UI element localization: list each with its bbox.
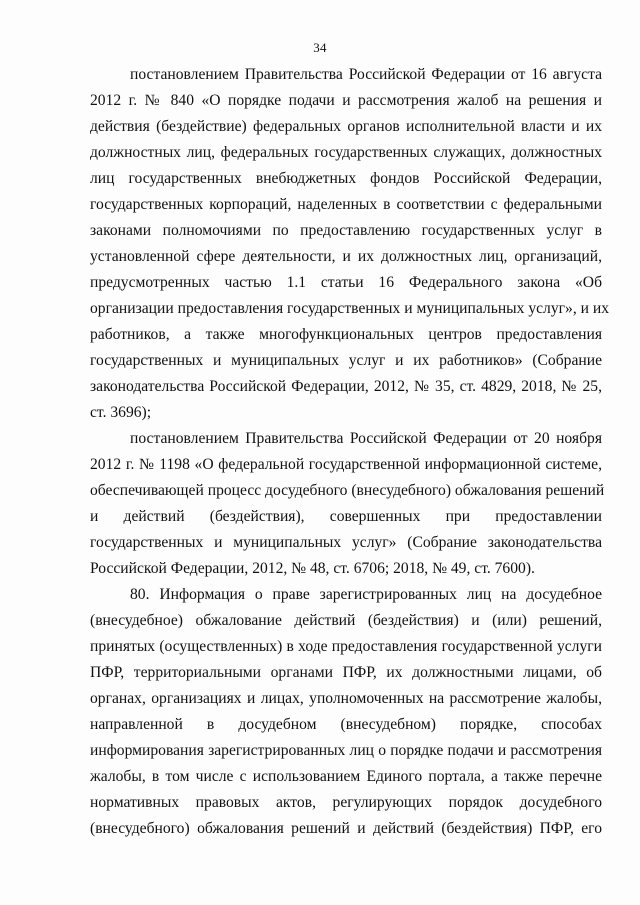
text-line: предусмотренных частью 1.1 статьи 16 Федерального закона «Об (90, 274, 602, 291)
text-line: ст. 3696); (90, 404, 152, 421)
text-line: направленной в досудебном (внесудебном) порядке, способах (90, 716, 602, 733)
text-line: государственных и муниципальных услуг» (Собрание законодательства (90, 534, 602, 551)
text-line: и действий (бездействия), совершенных при предоставлении (90, 508, 602, 525)
text-line: 80. Информация о праве зарегистрированных лиц на досудебное (130, 586, 602, 603)
text-line: органах, организациях и лицах, уполномоченных на рассмотрение жалобы, (90, 690, 602, 707)
text-line: 2012 г. № 1198 «О федеральной государственной информационной системе, (90, 456, 602, 473)
text-line: информирования зарегистрированных лиц о порядке подачи и рассмотрения (90, 742, 602, 759)
document-body (90, 62, 610, 842)
paragraph (90, 62, 610, 426)
text-line: законами полномочиями по предоставлению государственных услуг в (90, 222, 602, 239)
text-line: Российской Федерации, 2012, № 48, ст. 6706; 2018, № 49, ст. 7600). (90, 560, 535, 577)
text-line: государственных корпораций, наделенных в соответствии с федеральными (90, 196, 602, 213)
text-line: жалобы, в том числе с использованием Единого портала, а также перечне (90, 768, 602, 785)
text-line: обеспечивающей процесс досудебного (внесудебного) обжалования решений (90, 482, 605, 499)
text-line: должностных лиц, федеральных государственных служащих, должностных (90, 144, 602, 161)
text-line: работников, а также многофункциональных центров предоставления (90, 326, 602, 343)
text-line: (внесудебное) обжалование действий (бездействия) и (или) решений, (90, 612, 602, 629)
text-line: установленной сфере деятельности, и их должностных лиц, организаций, (90, 248, 602, 265)
text-line: действия (бездействие) федеральных органов исполнительной власти и их (90, 118, 602, 135)
text-line: постановлением Правительства Российской Федерации от 20 ноября (130, 430, 602, 447)
text-line: лиц государственных внебюджетных фондов Российской Федерации, (90, 170, 602, 187)
text-line: ПФР, территориальными органами ПФР, их должностными лицами, об (90, 664, 602, 681)
text-line: организации предоставления государственных и муниципальных услуг», и их (90, 300, 610, 317)
text-line: постановлением Правительства Российской Федерации от 16 августа (130, 66, 602, 83)
page-number: 34 (313, 40, 327, 55)
text-line: 2012 г. № 840 «О порядке подачи и рассмотрения жалоб на решения и (90, 92, 602, 109)
paragraph (90, 426, 605, 582)
text-line: нормативных правовых актов, регулирующих порядок досудебного (90, 794, 602, 811)
text-line: законодательства Российской Федерации, 2012, № 35, ст. 4829, 2018, № 25, (90, 378, 602, 395)
text-line: принятых (осуществленных) в ходе предоставления государственной услуги (90, 638, 602, 655)
text-line: (внесудебного) обжалования решений и действий (бездействия) ПФР, его (90, 820, 602, 837)
paragraph (90, 582, 602, 842)
text-line: государственных и муниципальных услуг и их работников» (Собрание (90, 352, 602, 369)
